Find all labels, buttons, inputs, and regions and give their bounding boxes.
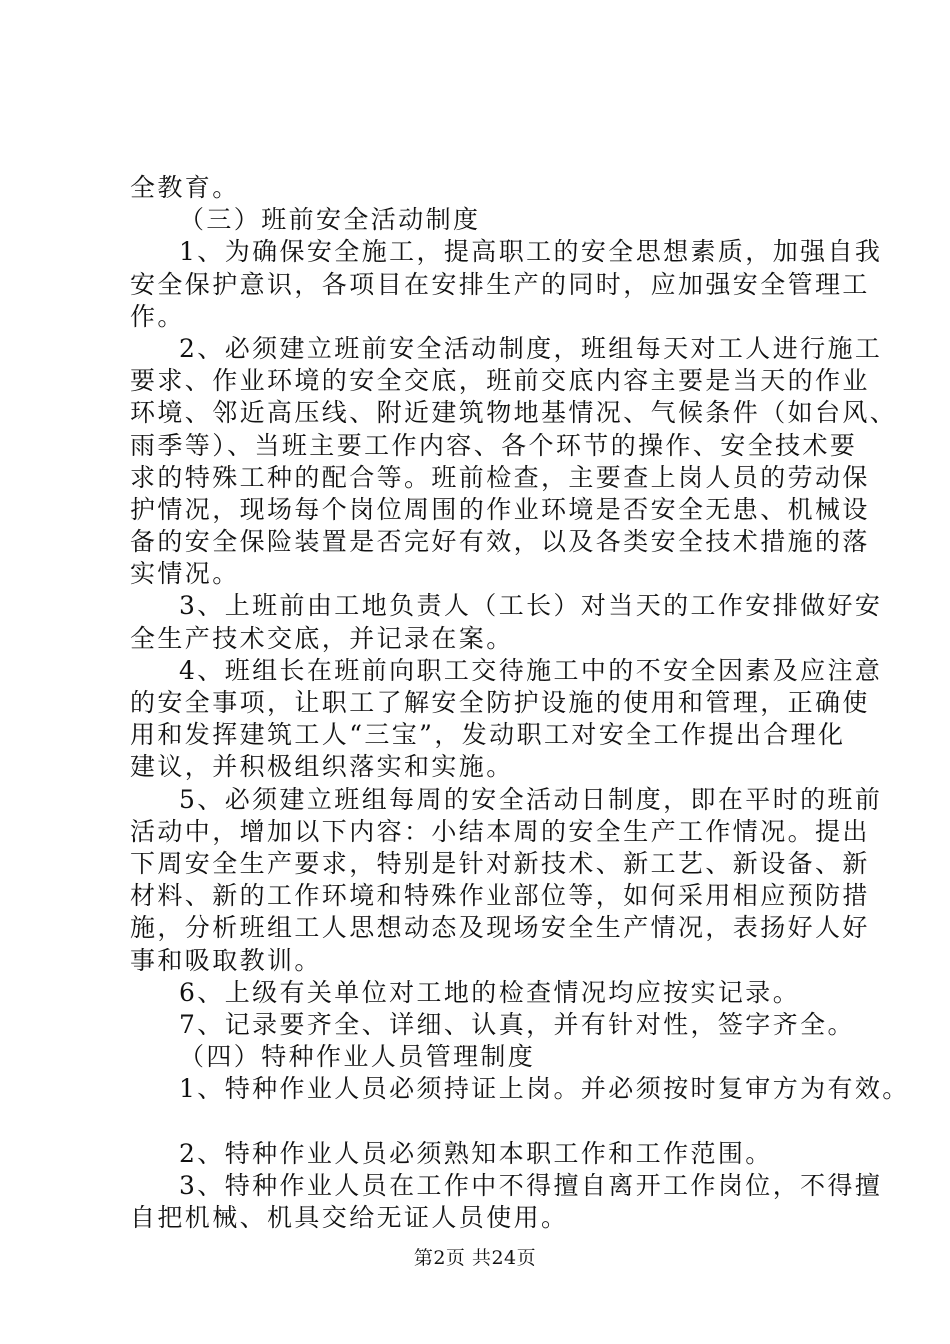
- text-line: 要求、作业环境的安全交底，班前交底内容主要是当天的作业: [130, 366, 870, 396]
- text-line: 作。: [130, 301, 185, 331]
- text-line: 备的安全保险装置是否完好有效，以及各类安全技术措施的落: [130, 527, 870, 557]
- text-line: 2、特种作业人员必须熟知本职工作和工作范围。: [179, 1138, 773, 1168]
- text-line: 活动中，增加以下内容：小结本周的安全生产工作情况。提出: [130, 816, 870, 846]
- text-line: 雨季等）、当班主要工作内容、各个环节的操作、安全技术要: [130, 430, 858, 460]
- text-line: 下周安全生产要求，特别是针对新技术、新工艺、新设备、新: [130, 848, 870, 878]
- text-line: 1、特种作业人员必须持证上岗。并必须按时复审方为有效。: [179, 1074, 910, 1104]
- text-line: 环境、邻近高压线、附近建筑物地基情况、气候条件（如台风、: [130, 398, 898, 428]
- blank-line: [130, 1105, 850, 1137]
- text-line: 1、为确保安全施工，提高职工的安全思想素质，加强自我: [179, 237, 883, 267]
- text-line: 材料、新的工作环境和特殊作业部位等，如何采用相应预防措: [130, 881, 870, 911]
- text-line: 6、上级有关单位对工地的检查情况均应按实记录。: [179, 977, 801, 1007]
- text-line: 施，分析班组工人思想动态及现场安全生产情况，表扬好人好: [130, 913, 870, 943]
- page-footer: 第2页 共24页: [413, 1247, 537, 1269]
- text-line: 4、班组长在班前向职工交待施工中的不安全因素及应注意: [179, 655, 883, 685]
- text-line: 全生产技术交底，并记录在案。: [130, 623, 514, 653]
- text-line: 7、记录要齐全、详细、认真，并有针对性，签字齐全。: [179, 1009, 855, 1039]
- text-line: 事和吸取教训。: [130, 945, 322, 975]
- text-line: 全教育。: [130, 173, 240, 202]
- text-line: 求的特殊工种的配合等。班前检查，主要查上岗人员的劳动保: [130, 462, 870, 492]
- text-line: 的安全事项，让职工了解安全防护设施的使用和管理，正确使: [130, 688, 870, 717]
- text-line: 用和发挥建筑工人“三宝”，发动职工对安全工作提出合理化: [130, 720, 846, 750]
- text-line: 2、必须建立班前安全活动制度，班组每天对工人进行施工: [179, 333, 883, 363]
- text-line: 5、必须建立班组每周的安全活动日制度，即在平时的班前: [179, 784, 883, 814]
- document-body: [130, 172, 910, 1234]
- text-line: 安全保护意识，各项目在安排生产的同时，应加强安全管理工: [130, 269, 870, 299]
- text-line: （三）班前安全活动制度: [179, 205, 481, 235]
- text-line: 实情况。: [130, 559, 240, 589]
- text-line: 3、上班前由工地负责人（工长）对当天的工作安排做好安: [179, 591, 883, 621]
- text-line: 3、特种作业人员在工作中不得擅自离开工作岗位，不得擅: [179, 1170, 883, 1200]
- text-line: （四）特种作业人员管理制度: [179, 1042, 536, 1072]
- text-line: 自把机械、机具交给无证人员使用。: [130, 1203, 569, 1232]
- text-line: 护情况，现场每个岗位周围的作业环境是否安全无患、机械设: [130, 494, 870, 524]
- text-line: 建议，并积极组织落实和实施。: [130, 752, 514, 782]
